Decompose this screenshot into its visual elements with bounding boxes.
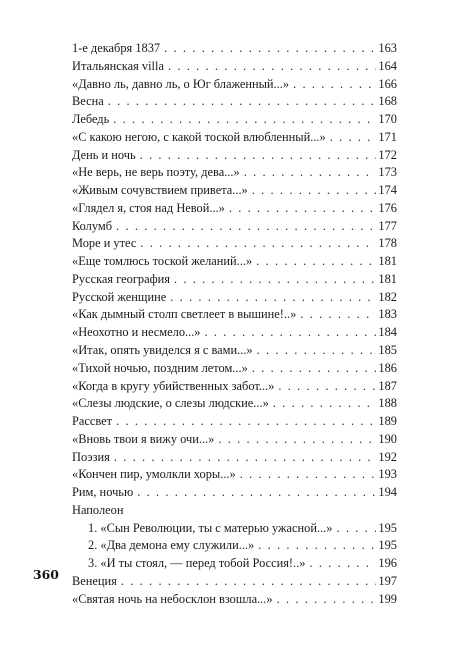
table-of-contents (72, 40, 397, 609)
toc-entry-page: 187 (378, 378, 397, 393)
page-number: 360 (33, 567, 59, 582)
toc-entry-page: 197 (378, 573, 397, 588)
toc-entry-title: «Тихой ночью, поздним летом...» (72, 360, 248, 375)
toc-leader-dots (240, 466, 377, 484)
toc-entry-title: «Святая ночь на небосклон взошла...» (72, 591, 273, 606)
toc-entry (72, 235, 397, 253)
toc-entry-title: 1. «Сын Революции, ты с матерью ужасной...» (88, 520, 333, 535)
toc-entry-title: «Кончен пир, умолкли хоры...» (72, 467, 236, 482)
toc-entry (72, 360, 397, 378)
toc-leader-dots (114, 449, 377, 467)
toc-entry (72, 342, 397, 360)
toc-entry (72, 253, 397, 271)
toc-leader-dots (164, 40, 376, 58)
toc-entry (72, 271, 397, 289)
toc-entry-title: Море и утес (72, 236, 137, 251)
toc-subentry (72, 555, 397, 573)
toc-leader-dots (293, 76, 376, 94)
toc-entry-title: «Когда в кругу убийственных забот...» (72, 378, 275, 393)
toc-entry-title: «Как дымный столп светлеет в вышине!..» (72, 307, 297, 322)
toc-leader-dots (113, 111, 376, 129)
toc-leader-dots (137, 484, 376, 502)
toc-leader-dots (229, 200, 377, 218)
toc-leader-dots (108, 93, 377, 111)
toc-entry-page: 170 (378, 112, 397, 127)
toc-entry-title: Рим, ночью (72, 485, 134, 500)
toc-entry-title: 1-е декабря 1837 (72, 41, 161, 55)
toc-subentry (72, 520, 397, 538)
toc-entry (72, 129, 397, 147)
toc-entry-title: «Глядел я, стоя над Невой...» (72, 200, 225, 215)
toc-entry-page: 178 (378, 236, 397, 251)
toc-leader-dots (140, 147, 377, 165)
toc-leader-dots (273, 395, 377, 413)
toc-entry-title: «Слезы людские, о слезы людские...» (72, 396, 269, 411)
toc-entry-title: День и ночь (72, 147, 136, 162)
toc-entry-page: 193 (378, 467, 397, 482)
toc-leader-dots (168, 58, 376, 76)
toc-entry-page: 177 (378, 218, 397, 233)
toc-entry-page: 163 (378, 41, 397, 55)
toc-entry-page: 174 (378, 183, 397, 198)
toc-entry-title: Венеция (72, 573, 117, 588)
toc-leader-dots (244, 164, 377, 182)
toc-entry-title: Рассвет (72, 414, 113, 429)
toc-entry-title: «Вновь твои я вижу очи...» (72, 431, 215, 446)
toc-entry (72, 182, 397, 200)
toc-entry-page: 173 (378, 165, 397, 180)
toc-entry-title: 2. «Два демона ему служили...» (88, 538, 255, 553)
toc-leader-dots (205, 324, 377, 342)
toc-entry (72, 395, 397, 413)
toc-entry-page: 189 (378, 414, 397, 429)
toc-entry-page: 182 (378, 289, 397, 304)
toc-entry-page: 183 (378, 307, 397, 322)
toc-entry (72, 306, 397, 324)
toc-entry-title: «Давно ль, давно ль, о Юг блаженный...» (72, 76, 290, 91)
toc-leader-dots (252, 360, 377, 378)
toc-entry-page: 199 (378, 591, 397, 606)
toc-entry (72, 449, 397, 467)
toc-leader-dots (140, 235, 376, 253)
toc-entry-page: 185 (378, 343, 397, 358)
toc-entry-page: 184 (378, 325, 397, 340)
toc-entry (72, 147, 397, 165)
toc-subentry (72, 537, 397, 555)
toc-entry (72, 111, 397, 129)
toc-entry-title: 3. «И ты стоял, — перед тобой Россия!..» (88, 556, 306, 571)
toc-leader-dots (278, 378, 376, 396)
toc-section-title: Наполеон (72, 502, 124, 517)
toc-entry-page: 172 (378, 147, 397, 162)
toc-entry-page: 166 (378, 76, 397, 91)
toc-entry (72, 40, 397, 58)
toc-entry-title: Весна (72, 94, 104, 109)
toc-leader-dots (174, 271, 376, 289)
toc-leader-dots (257, 342, 377, 360)
toc-entry (72, 218, 397, 236)
toc-leader-dots (116, 218, 376, 236)
toc-entry (72, 413, 397, 431)
toc-entry-title: «Итак, опять увиделся я с вами...» (72, 343, 253, 358)
toc-entry (72, 591, 397, 609)
toc-entry (72, 431, 397, 449)
toc-entry-page: 190 (378, 431, 397, 446)
toc-entry (72, 93, 397, 111)
toc-entry-title: Русской женщине (72, 289, 167, 304)
toc-entry (72, 76, 397, 94)
toc-entry (72, 58, 397, 76)
toc-entry (72, 466, 397, 484)
toc-leader-dots (252, 182, 377, 200)
toc-entry-title: «Еще томлюсь тоской желаний...» (72, 254, 253, 269)
toc-entry (72, 289, 397, 307)
toc-entry-page: 181 (378, 271, 397, 286)
toc-entry-page: 195 (378, 520, 397, 535)
toc-leader-dots (300, 306, 376, 324)
toc-entry-page: 164 (378, 58, 397, 73)
toc-entry-title: Лебедь (72, 112, 110, 127)
toc-entry-title: Поэзия (72, 449, 110, 464)
toc-leader-dots (330, 129, 377, 147)
toc-leader-dots (256, 253, 376, 271)
toc-entry-page: 171 (378, 129, 397, 144)
toc-entry-page: 181 (378, 254, 397, 269)
toc-leader-dots (336, 520, 376, 538)
toc-leader-dots (309, 555, 376, 573)
toc-entry-page: 188 (378, 396, 397, 411)
toc-entry (72, 200, 397, 218)
toc-entry-page: 192 (378, 449, 397, 464)
toc-entry-title: «Не верь, не верь поэту, дева...» (72, 165, 240, 180)
toc-entry-title: «Живым сочувствием привета...» (72, 183, 248, 198)
toc-entry-title: Русская география (72, 271, 170, 286)
toc-entry-title: Колумб (72, 218, 113, 233)
toc-entry-page: 168 (378, 94, 397, 109)
toc-entry-page: 196 (378, 556, 397, 571)
toc-entry (72, 484, 397, 502)
toc-leader-dots (116, 413, 376, 431)
toc-entry (72, 378, 397, 396)
toc-entry-title: «С какою негою, с какой тоской влюбленный...» (72, 129, 326, 144)
toc-leader-dots (121, 573, 377, 591)
toc-entry-page: 194 (378, 485, 397, 500)
toc-leader-dots (277, 591, 377, 609)
toc-entry-page: 186 (378, 360, 397, 375)
toc-entry (72, 573, 397, 591)
toc-leader-dots (170, 289, 376, 307)
toc-entry (72, 164, 397, 182)
toc-section-heading (72, 502, 397, 520)
toc-entry-page: 176 (378, 200, 397, 215)
toc-entry (72, 324, 397, 342)
toc-entry-title: «Неохотно и несмело...» (72, 325, 201, 340)
toc-entry-page: 195 (378, 538, 397, 553)
toc-entry-title: Итальянская villa (72, 58, 164, 73)
toc-leader-dots (258, 537, 376, 555)
toc-leader-dots (218, 431, 376, 449)
